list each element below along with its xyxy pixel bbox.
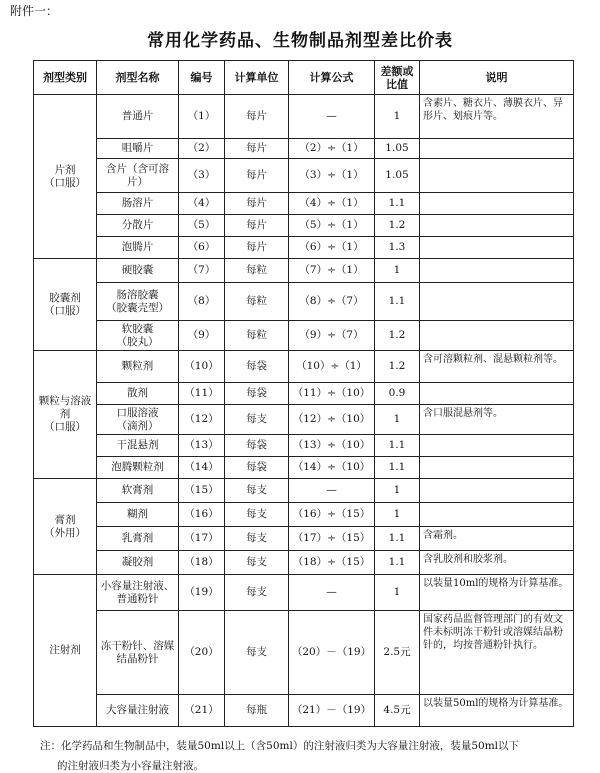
dosage-name-cell: 口服溶液 （滴剂） [97,405,179,435]
value-cell: 1 [375,405,420,435]
value-cell: 1 [375,575,420,611]
number-cell: （1） [179,95,225,139]
formula-cell: （9）÷（7） [289,321,375,351]
formula-cell: （7）÷（1） [289,259,375,283]
value-cell: 1.05 [375,139,420,159]
number-cell: （7） [179,259,225,283]
header-note: 说明 [420,61,574,95]
unit-cell: 每片 [225,193,289,215]
unit-cell: 每支 [225,527,289,551]
note-cell: 含乳胶剂和胶浆剂。 [420,551,574,575]
header-unit: 计算单位 [225,61,289,95]
number-cell: （11） [179,383,225,405]
number-cell: （4） [179,193,225,215]
note-cell: 国家药品监督管理部门的有效文件未标明冻干粉针或溶媒结晶粉针的，均按普通粉针执行。 [420,611,574,695]
number-cell: （3） [179,159,225,193]
formula-cell: — [289,575,375,611]
dosage-name-cell: 软胶囊 （胶丸） [97,321,179,351]
dosage-name-cell: 颗粒剂 [97,351,179,383]
table-row [34,527,574,551]
unit-cell: 每袋 [225,435,289,457]
unit-cell: 每袋 [225,351,289,383]
note-cell: 含霜剂。 [420,527,574,551]
value-cell: 1.1 [375,457,420,479]
header-name: 剂型名称 [97,61,179,95]
dosage-name-cell: 分散片 [97,215,179,237]
formula-cell: （11）÷（10） [289,383,375,405]
value-cell: 1 [375,259,420,283]
number-cell: （20） [179,611,225,695]
table-row [34,405,574,435]
unit-cell: 每瓶 [225,695,289,727]
formula-cell: （2）÷（1） [289,139,375,159]
formula-cell: （6）÷（1） [289,237,375,259]
formula-cell: （20）－（19） [289,611,375,695]
number-cell: （16） [179,503,225,527]
unit-cell: 每袋 [225,457,289,479]
number-cell: （17） [179,527,225,551]
header-category: 剂型类别 [34,61,97,95]
formula-cell: （21）－（19） [289,695,375,727]
unit-cell: 每支 [225,575,289,611]
table-row [34,321,574,351]
formula-cell: — [289,95,375,139]
unit-cell: 每片 [225,215,289,237]
table-row [34,551,574,575]
value-cell: 1.1 [375,551,420,575]
dosage-name-cell: 大容量注射液 [97,695,179,727]
formula-cell: （5）÷（1） [289,215,375,237]
dosage-name-cell: 糊剂 [97,503,179,527]
formula-cell: （12）÷（10） [289,405,375,435]
value-cell: 1.1 [375,283,420,321]
formula-cell: （14）÷（10） [289,457,375,479]
footer-note-line2: 的注射液归类为小容量注射液。 [57,760,204,772]
note-cell [420,159,574,193]
unit-cell: 每片 [225,237,289,259]
dosage-name-cell: 乳膏剂 [97,527,179,551]
header-formula: 计算公式 [289,61,375,95]
note-cell [420,503,574,527]
dosage-name-cell: 干混悬剂 [97,435,179,457]
note-cell: 含口服混悬剂等。 [420,405,574,435]
table-row [34,695,574,727]
note-cell [420,457,574,479]
category-cell: 注射剂 [34,575,97,727]
formula-cell: — [289,479,375,503]
formula-cell: （3）÷（1） [289,159,375,193]
value-cell: 1.1 [375,435,420,457]
header-no: 编号 [179,61,225,95]
category-cell: 胶囊剂 （口服） [34,259,97,351]
table-body [34,95,574,727]
dosage-name-cell: 凝胶剂 [97,551,179,575]
value-cell: 1.1 [375,193,420,215]
number-cell: （19） [179,575,225,611]
table-row [34,159,574,193]
number-cell: （12） [179,405,225,435]
note-cell [420,139,574,159]
category-cell: 颗粒与溶液剂 （口服） [34,351,97,479]
unit-cell: 每粒 [225,259,289,283]
attachment-label: 附件一： [10,4,59,18]
number-cell: （21） [179,695,225,727]
number-cell: （6） [179,237,225,259]
note-cell: 以装量50ml的规格为计算基准。 [420,695,574,727]
number-cell: （13） [179,435,225,457]
page-title: 常用化学药品、生物制品剂型差比价表 [147,31,453,51]
table-row [34,95,574,139]
unit-cell: 每支 [225,611,289,695]
formula-cell: （17）÷（15） [289,527,375,551]
number-cell: （15） [179,479,225,503]
table-row [34,351,574,383]
value-cell: 4.5元 [375,695,420,727]
note-cell [420,383,574,405]
formula-cell: （16）÷（15） [289,503,375,527]
value-cell: 1.05 [375,159,420,193]
note-cell: 以装量10ml的规格为计算基准。 [420,575,574,611]
value-cell: 1.2 [375,321,420,351]
value-cell: 0.9 [375,383,420,405]
value-cell: 1 [375,503,420,527]
table-row [34,139,574,159]
value-cell: 1.1 [375,527,420,551]
header-value: 差额或比值 [375,61,420,95]
table-row [34,457,574,479]
category-cell: 膏剂 （外用） [34,479,97,575]
note-cell: 含可溶颗粒剂、混悬颗粒剂等。 [420,351,574,383]
table-row [34,435,574,457]
table-row [34,383,574,405]
dosage-name-cell: 小容量注射液、普通粉针 [97,575,179,611]
dosage-name-cell: 普通片 [97,95,179,139]
value-cell: 1 [375,479,420,503]
note-cell: 含素片、糖衣片、薄膜衣片、异形片、划痕片等。 [420,95,574,139]
table-row [34,193,574,215]
unit-cell: 每粒 [225,321,289,351]
note-cell [420,283,574,321]
number-cell: （5） [179,215,225,237]
formula-cell: （18）÷（15） [289,551,375,575]
unit-cell: 每片 [225,95,289,139]
dosage-name-cell: 肠溶片 [97,193,179,215]
note-cell [420,215,574,237]
note-cell [420,435,574,457]
table-row [34,575,574,611]
table-row [34,611,574,695]
table-row [34,479,574,503]
unit-cell: 每支 [225,479,289,503]
value-cell: 2.5元 [375,611,420,695]
unit-cell: 每片 [225,159,289,193]
number-cell: （8） [179,283,225,321]
dosage-name-cell: 冻干粉针、溶媒结晶粉针 [97,611,179,695]
note-cell [420,321,574,351]
unit-cell: 每支 [225,503,289,527]
footer-note-line1: 注：化学药品和生物制品中，装量50ml以上（含50ml）的注射液归类为大容量注射液，装量50ml以下 [40,740,520,752]
note-cell [420,193,574,215]
table-header-row [34,61,574,95]
table-row [34,283,574,321]
formula-cell: （4）÷（1） [289,193,375,215]
note-cell [420,259,574,283]
price-ratio-table [33,60,574,727]
formula-cell: （8）÷（7） [289,283,375,321]
value-cell: 1.2 [375,351,420,383]
number-cell: （14） [179,457,225,479]
number-cell: （10） [179,351,225,383]
unit-cell: 每支 [225,551,289,575]
formula-cell: （13）÷（10） [289,435,375,457]
unit-cell: 每粒 [225,283,289,321]
value-cell: 1 [375,95,420,139]
dosage-name-cell: 含片（含可溶片） [97,159,179,193]
dosage-name-cell: 泡腾颗粒剂 [97,457,179,479]
dosage-name-cell: 散剂 [97,383,179,405]
table-row [34,503,574,527]
dosage-name-cell: 软膏剂 [97,479,179,503]
unit-cell: 每支 [225,405,289,435]
value-cell: 1.2 [375,215,420,237]
number-cell: （9） [179,321,225,351]
table-row [34,237,574,259]
number-cell: （18） [179,551,225,575]
number-cell: （2） [179,139,225,159]
table-row [34,259,574,283]
note-cell [420,479,574,503]
dosage-name-cell: 咀嚼片 [97,139,179,159]
category-cell: 片剂 （口服） [34,95,97,259]
dosage-name-cell: 硬胶囊 [97,259,179,283]
note-cell [420,237,574,259]
dosage-name-cell: 肠溶胶囊 （胶囊壳型） [97,283,179,321]
unit-cell: 每袋 [225,383,289,405]
unit-cell: 每片 [225,139,289,159]
formula-cell: （10）÷（1） [289,351,375,383]
table-row [34,215,574,237]
dosage-name-cell: 泡腾片 [97,237,179,259]
value-cell: 1.3 [375,237,420,259]
